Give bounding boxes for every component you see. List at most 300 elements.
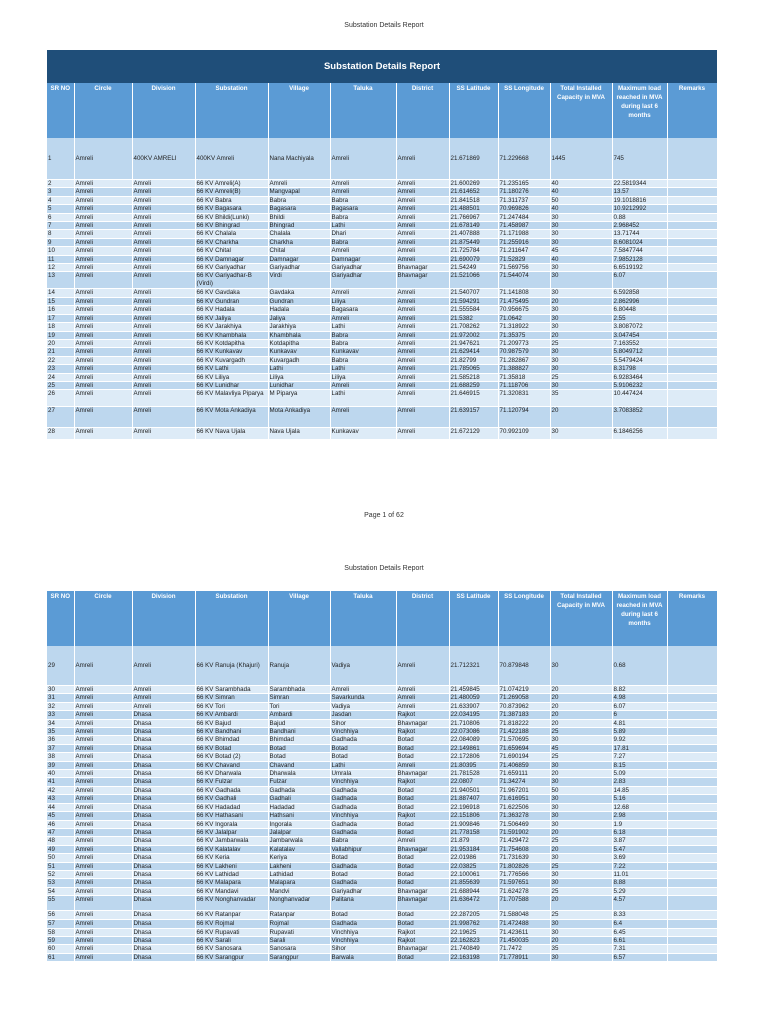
cell-taluka: Bagasara <box>330 306 396 314</box>
cell-division: Dhasa <box>132 945 195 953</box>
table-row <box>47 770 717 778</box>
cell-longitude: 71.659694 <box>498 744 550 752</box>
cell-longitude: 71.35818 <box>498 373 550 381</box>
table-row <box>47 356 717 364</box>
cell-sr-no: 21 <box>47 348 74 356</box>
cell-longitude: 71.120794 <box>498 407 550 428</box>
cell-substation: 66 KV Jarakhiya <box>195 323 268 331</box>
cell-circle: Amreli <box>74 686 132 694</box>
cell-latitude: 22.162823 <box>449 936 498 944</box>
cell-village: Hathsani <box>268 812 330 820</box>
table-row <box>47 828 717 836</box>
cell-capacity: 50 <box>550 786 612 794</box>
cell-longitude: 71.690194 <box>498 753 550 761</box>
table-header-row <box>47 83 717 138</box>
cell-division: Dhasa <box>132 744 195 752</box>
cell-longitude: 71.406859 <box>498 761 550 769</box>
column-header-latitude: SS Latitude <box>449 83 498 138</box>
cell-longitude: 71.569756 <box>498 264 550 272</box>
cell-sr-no: 29 <box>47 646 74 686</box>
cell-max-load: 3.047454 <box>612 331 667 339</box>
cell-district: Amreli <box>396 331 449 339</box>
cell-taluka: Vinchhiya <box>330 936 396 944</box>
table-row <box>47 936 717 944</box>
cell-taluka: Gadhada <box>330 803 396 811</box>
cell-taluka: Sihor <box>330 719 396 727</box>
cell-remarks <box>667 230 717 238</box>
cell-district: Amreli <box>396 205 449 213</box>
column-header-division: Division <box>132 83 195 138</box>
cell-capacity: 25 <box>550 837 612 845</box>
cell-max-load: 2.55 <box>612 314 667 322</box>
cell-max-load: 6.45 <box>612 928 667 936</box>
cell-remarks <box>667 896 717 911</box>
cell-max-load: 2.862996 <box>612 297 667 305</box>
cell-longitude: 71.35375 <box>498 331 550 339</box>
cell-taluka: Liliya <box>330 297 396 305</box>
cell-circle: Amreli <box>74 945 132 953</box>
column-header-division: Division <box>132 591 195 646</box>
cell-substation: 66 KV Fulzar <box>195 778 268 786</box>
cell-village: Babra <box>268 196 330 204</box>
cell-district: Amreli <box>396 702 449 710</box>
table-row <box>47 247 717 255</box>
cell-capacity: 25 <box>550 862 612 870</box>
cell-substation: 66 KV Bagasara <box>195 205 268 213</box>
cell-circle: Amreli <box>74 887 132 895</box>
cell-latitude: 21.740849 <box>449 945 498 953</box>
cell-taluka: Lathi <box>330 222 396 230</box>
cell-district: Bhavnagar <box>396 719 449 727</box>
cell-circle: Amreli <box>74 297 132 305</box>
cell-capacity: 20 <box>550 331 612 339</box>
cell-remarks <box>667 812 717 820</box>
cell-circle: Amreli <box>74 205 132 213</box>
cell-sr-no: 44 <box>47 803 74 811</box>
cell-latitude: 22.196918 <box>449 803 498 811</box>
cell-remarks <box>667 761 717 769</box>
cell-sr-no: 41 <box>47 778 74 786</box>
cell-village: Chavand <box>268 761 330 769</box>
cell-sr-no: 19 <box>47 331 74 339</box>
cell-sr-no: 58 <box>47 928 74 936</box>
cell-taluka: Babra <box>330 196 396 204</box>
cell-circle: Amreli <box>74 407 132 428</box>
cell-sr-no: 35 <box>47 728 74 736</box>
cell-division: Dhasa <box>132 803 195 811</box>
cell-latitude: 22.163198 <box>449 953 498 961</box>
cell-sr-no: 53 <box>47 879 74 887</box>
cell-village: Jaliya <box>268 314 330 322</box>
cell-village: Bandhani <box>268 728 330 736</box>
cell-district: Amreli <box>396 339 449 347</box>
page-footer: Page 1 of 62 <box>364 512 404 519</box>
cell-latitude: 21.82799 <box>449 356 498 364</box>
cell-longitude: 71.52829 <box>498 255 550 263</box>
cell-village: Bajud <box>268 719 330 727</box>
table-row <box>47 928 717 936</box>
cell-latitude: 21.5382 <box>449 314 498 322</box>
cell-max-load: 4.81 <box>612 719 667 727</box>
cell-latitude: 21.785065 <box>449 365 498 373</box>
cell-capacity: 30 <box>550 323 612 331</box>
table-row <box>47 222 717 230</box>
cell-longitude: 71.659111 <box>498 770 550 778</box>
cell-longitude: 71.597651 <box>498 879 550 887</box>
table-row <box>47 272 717 289</box>
cell-latitude: 22.172806 <box>449 753 498 761</box>
cell-remarks <box>667 381 717 389</box>
cell-remarks <box>667 945 717 953</box>
cell-remarks <box>667 953 717 961</box>
cell-latitude: 21.953184 <box>449 845 498 853</box>
cell-village: Lunidhar <box>268 381 330 389</box>
cell-substation: 66 KV Bhimdad <box>195 736 268 744</box>
cell-sr-no: 46 <box>47 820 74 828</box>
cell-sr-no: 42 <box>47 786 74 794</box>
cell-village: Jambarwala <box>268 837 330 845</box>
table-row <box>47 213 717 221</box>
cell-capacity: 30 <box>550 778 612 786</box>
cell-village: Jalalpar <box>268 828 330 836</box>
cell-division: Amreli <box>132 205 195 213</box>
cell-district: Botad <box>396 820 449 828</box>
cell-sr-no: 61 <box>47 953 74 961</box>
cell-sr-no: 55 <box>47 896 74 911</box>
cell-remarks <box>667 936 717 944</box>
cell-remarks <box>667 289 717 297</box>
cell-district: Amreli <box>396 306 449 314</box>
cell-substation: 66 KV Gariyadhar-B (Virdi) <box>195 272 268 289</box>
cell-taluka: Sihor <box>330 945 396 953</box>
cell-latitude: 21.879 <box>449 837 498 845</box>
column-header-remarks: Remarks <box>667 83 717 138</box>
cell-longitude: 70.992109 <box>498 428 550 440</box>
cell-circle: Amreli <box>74 803 132 811</box>
table-row <box>47 230 717 238</box>
cell-village: Tori <box>268 702 330 710</box>
cell-max-load: 22.5819344 <box>612 180 667 188</box>
cell-remarks <box>667 837 717 845</box>
cell-circle: Amreli <box>74 331 132 339</box>
cell-district: Amreli <box>396 428 449 440</box>
cell-circle: Amreli <box>74 744 132 752</box>
cell-division: Amreli <box>132 339 195 347</box>
cell-capacity: 30 <box>550 854 612 862</box>
cell-max-load: 13.57 <box>612 188 667 196</box>
cell-sr-no: 20 <box>47 339 74 347</box>
cell-max-load: 4.57 <box>612 896 667 911</box>
cell-latitude: 22.073086 <box>449 728 498 736</box>
cell-capacity: 40 <box>550 188 612 196</box>
cell-district: Rajkot <box>396 728 449 736</box>
table-header-row <box>47 591 717 646</box>
cell-division: Dhasa <box>132 753 195 761</box>
cell-capacity: 30 <box>550 314 612 322</box>
cell-division: Dhasa <box>132 887 195 895</box>
cell-circle: Amreli <box>74 862 132 870</box>
cell-division: Dhasa <box>132 862 195 870</box>
cell-circle: Amreli <box>74 911 132 920</box>
cell-capacity: 30 <box>550 803 612 811</box>
cell-remarks <box>667 213 717 221</box>
cell-substation: 66 KV Sarambhada <box>195 686 268 694</box>
cell-remarks <box>667 845 717 853</box>
cell-taluka: Babra <box>330 356 396 364</box>
cell-sr-no: 59 <box>47 936 74 944</box>
cell-circle: Amreli <box>74 339 132 347</box>
cell-circle: Amreli <box>74 138 132 180</box>
cell-max-load: 7.22 <box>612 862 667 870</box>
cell-district: Botad <box>396 920 449 928</box>
page-header-title-1: Substation Details Report <box>344 22 424 29</box>
cell-taluka: Gadhada <box>330 828 396 836</box>
cell-longitude: 71.570695 <box>498 736 550 744</box>
cell-sr-no: 18 <box>47 323 74 331</box>
cell-longitude: 71.269058 <box>498 694 550 702</box>
cell-capacity: 30 <box>550 289 612 297</box>
cell-district: Amreli <box>396 180 449 188</box>
cell-village: Botad <box>268 744 330 752</box>
cell-latitude: 21.540707 <box>449 289 498 297</box>
cell-longitude: 71.34274 <box>498 778 550 786</box>
cell-capacity: 25 <box>550 728 612 736</box>
cell-longitude: 71.229668 <box>498 138 550 180</box>
cell-village: Keriya <box>268 854 330 862</box>
cell-substation: 66 KV Sarangpur <box>195 953 268 961</box>
table-row <box>47 428 717 440</box>
cell-division: Dhasa <box>132 870 195 878</box>
cell-latitude: 21.940501 <box>449 786 498 794</box>
cell-sr-no: 10 <box>47 247 74 255</box>
cell-longitude: 71.118706 <box>498 381 550 389</box>
cell-substation: 66 KV Ratanpar <box>195 911 268 920</box>
cell-max-load: 11.01 <box>612 870 667 878</box>
cell-sr-no: 57 <box>47 920 74 928</box>
cell-longitude: 70.987579 <box>498 348 550 356</box>
cell-max-load: 5.8049712 <box>612 348 667 356</box>
cell-district: Amreli <box>396 247 449 255</box>
cell-longitude: 71.429472 <box>498 837 550 845</box>
cell-capacity: 30 <box>550 879 612 887</box>
cell-capacity: 30 <box>550 356 612 364</box>
cell-division: Amreli <box>132 356 195 364</box>
cell-taluka: Gadhada <box>330 920 396 928</box>
cell-remarks <box>667 786 717 794</box>
cell-taluka: Botad <box>330 870 396 878</box>
cell-circle: Amreli <box>74 728 132 736</box>
cell-division: Amreli <box>132 213 195 221</box>
cell-longitude: 71.778911 <box>498 953 550 961</box>
cell-sr-no: 16 <box>47 306 74 314</box>
cell-taluka: Amreli <box>330 407 396 428</box>
cell-sr-no: 40 <box>47 770 74 778</box>
cell-district: Botad <box>396 953 449 961</box>
cell-latitude: 21.998762 <box>449 920 498 928</box>
cell-village: Lakheni <box>268 862 330 870</box>
cell-remarks <box>667 711 717 719</box>
cell-max-load: 2.98 <box>612 812 667 820</box>
cell-substation: 66 KV Malapara <box>195 879 268 887</box>
cell-district: Amreli <box>396 694 449 702</box>
cell-longitude: 71.506469 <box>498 820 550 828</box>
cell-substation: 66 KV Amreli(A) <box>195 180 268 188</box>
cell-taluka: Palitana <box>330 896 396 911</box>
cell-longitude: 71.472488 <box>498 920 550 928</box>
cell-longitude: 71.074219 <box>498 686 550 694</box>
table-row <box>47 381 717 389</box>
cell-division: Amreli <box>132 289 195 297</box>
table-row <box>47 373 717 381</box>
cell-latitude: 21.887407 <box>449 795 498 803</box>
cell-max-load: 7.27 <box>612 753 667 761</box>
cell-substation: 66 KV Simran <box>195 694 268 702</box>
cell-latitude: 22.084089 <box>449 736 498 744</box>
cell-max-load: 3.7083852 <box>612 407 667 428</box>
cell-taluka: Amreli <box>330 180 396 188</box>
cell-longitude: 71.450035 <box>498 936 550 944</box>
cell-longitude: 71.7472 <box>498 945 550 953</box>
cell-max-load: 0.88 <box>612 213 667 221</box>
cell-sr-no: 50 <box>47 854 74 862</box>
cell-capacity: 35 <box>550 390 612 407</box>
table-row <box>47 736 717 744</box>
cell-longitude: 71.802826 <box>498 862 550 870</box>
cell-max-load: 3.87 <box>612 837 667 845</box>
cell-taluka: Gadhada <box>330 820 396 828</box>
cell-latitude: 21.725784 <box>449 247 498 255</box>
cell-capacity: 30 <box>550 953 612 961</box>
cell-division: Dhasa <box>132 879 195 887</box>
cell-substation: 66 KV Ranuja (Khajuri) <box>195 646 268 686</box>
cell-village: Sarambhada <box>268 686 330 694</box>
cell-circle: Amreli <box>74 180 132 188</box>
cell-max-load: 9.92 <box>612 736 667 744</box>
cell-capacity: 30 <box>550 761 612 769</box>
table-row <box>47 795 717 803</box>
cell-substation: 66 KV Gadhali <box>195 795 268 803</box>
cell-taluka: Liliya <box>330 373 396 381</box>
column-header-district: District <box>396 591 449 646</box>
cell-substation: 66 KV Babra <box>195 196 268 204</box>
cell-capacity: 40 <box>550 180 612 188</box>
cell-substation: 66 KV Khambhala <box>195 331 268 339</box>
table-row <box>47 180 717 188</box>
cell-village: Malapara <box>268 879 330 887</box>
cell-max-load: 5.5479424 <box>612 356 667 364</box>
cell-remarks <box>667 306 717 314</box>
cell-taluka: Gadhada <box>330 786 396 794</box>
column-header-capacity: Total Installed Capacity in MVA <box>550 83 612 138</box>
cell-remarks <box>667 222 717 230</box>
cell-district: Botad <box>396 753 449 761</box>
cell-substation: 66 KV Ambardi <box>195 711 268 719</box>
table-row <box>47 887 717 895</box>
cell-sr-no: 27 <box>47 407 74 428</box>
cell-division: Amreli <box>132 686 195 694</box>
cell-village: Gadhada <box>268 786 330 794</box>
table-row <box>47 390 717 407</box>
cell-sr-no: 47 <box>47 828 74 836</box>
cell-district: Amreli <box>396 230 449 238</box>
cell-max-load: 2.83 <box>612 778 667 786</box>
cell-division: Dhasa <box>132 719 195 727</box>
cell-circle: Amreli <box>74 428 132 440</box>
cell-circle: Amreli <box>74 238 132 246</box>
cell-capacity: 30 <box>550 920 612 928</box>
cell-latitude: 21.646915 <box>449 390 498 407</box>
cell-taluka: Amreli <box>330 289 396 297</box>
cell-remarks <box>667 428 717 440</box>
table-row <box>47 196 717 204</box>
cell-sr-no: 51 <box>47 862 74 870</box>
cell-taluka: Vadiya <box>330 646 396 686</box>
cell-latitude: 21.690079 <box>449 255 498 263</box>
cell-division: Amreli <box>132 702 195 710</box>
cell-division: Amreli <box>132 306 195 314</box>
table-row <box>47 879 717 887</box>
cell-max-load: 17.81 <box>612 744 667 752</box>
cell-sr-no: 28 <box>47 428 74 440</box>
table-row <box>47 646 717 686</box>
table-row <box>47 686 717 694</box>
table-row <box>47 255 717 263</box>
cell-division: Amreli <box>132 381 195 389</box>
cell-taluka: Umrala <box>330 770 396 778</box>
cell-latitude: 22.19625 <box>449 928 498 936</box>
cell-substation: 66 KV Bajud <box>195 719 268 727</box>
cell-sr-no: 49 <box>47 845 74 853</box>
cell-taluka: Gadhada <box>330 862 396 870</box>
cell-capacity: 30 <box>550 812 612 820</box>
column-header-longitude: SS Longitude <box>498 591 550 646</box>
cell-remarks <box>667 862 717 870</box>
cell-circle: Amreli <box>74 247 132 255</box>
cell-taluka: Botad <box>330 753 396 761</box>
cell-district: Bhavnagar <box>396 264 449 272</box>
table-row <box>47 238 717 246</box>
cell-latitude: 21.712321 <box>449 646 498 686</box>
cell-division: Amreli <box>132 373 195 381</box>
table-row <box>47 820 717 828</box>
cell-district: Amreli <box>396 365 449 373</box>
cell-district: Bhavnagar <box>396 770 449 778</box>
cell-capacity: 25 <box>550 911 612 920</box>
cell-latitude: 21.972002 <box>449 331 498 339</box>
cell-max-load: 7.9852128 <box>612 255 667 263</box>
cell-taluka: Bagasara <box>330 205 396 213</box>
cell-taluka: Botad <box>330 911 396 920</box>
cell-latitude: 21.521066 <box>449 272 498 289</box>
cell-capacity: 20 <box>550 702 612 710</box>
cell-max-load: 19.1018816 <box>612 196 667 204</box>
cell-taluka: Amreli <box>330 247 396 255</box>
cell-division: Amreli <box>132 314 195 322</box>
column-header-district: District <box>396 83 449 138</box>
cell-substation: 66 KV Gavdaka <box>195 289 268 297</box>
cell-max-load: 5.09 <box>612 770 667 778</box>
cell-village: M Piparya <box>268 390 330 407</box>
cell-village: Dharwala <box>268 770 330 778</box>
cell-village: Simran <box>268 694 330 702</box>
cell-latitude: 21.778158 <box>449 828 498 836</box>
cell-longitude: 71.622506 <box>498 803 550 811</box>
cell-capacity: 30 <box>550 795 612 803</box>
cell-substation: 66 KV Rupavati <box>195 928 268 936</box>
cell-taluka: Gadhada <box>330 795 396 803</box>
cell-substation: 66 KV Sarali <box>195 936 268 944</box>
cell-village: Chital <box>268 247 330 255</box>
